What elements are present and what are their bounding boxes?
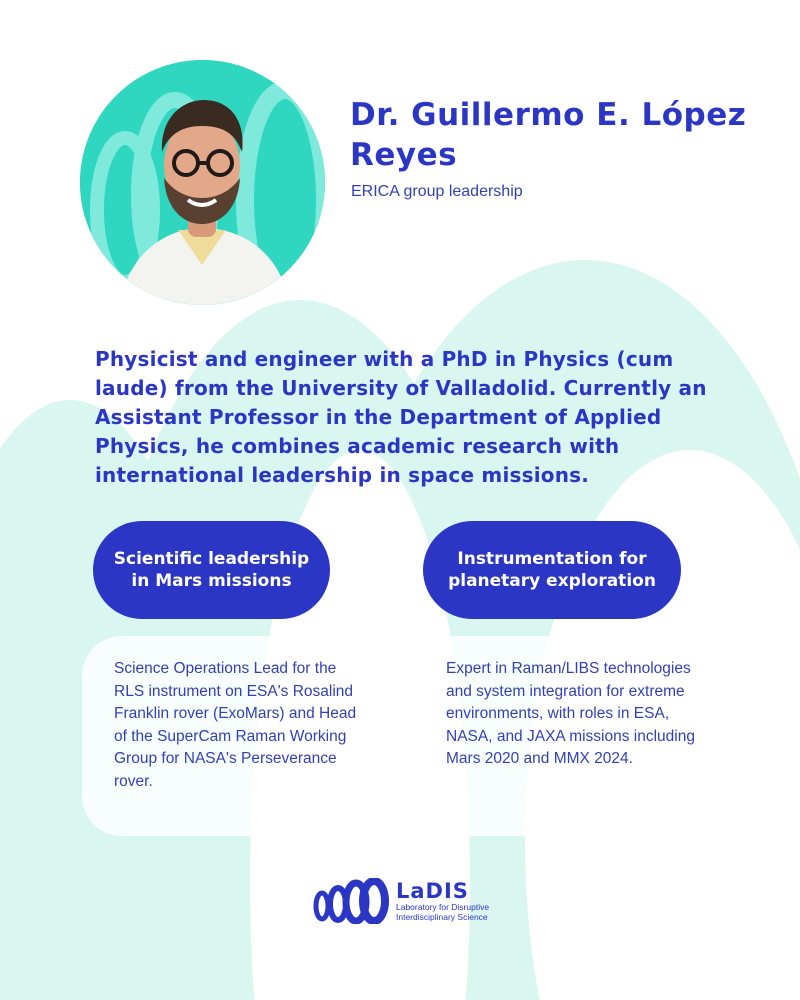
- profile-photo: [80, 60, 325, 305]
- ladis-logo-mark-icon: [308, 878, 390, 924]
- logo-name: LaDIS: [396, 879, 469, 903]
- ladis-logo: [308, 878, 489, 924]
- highlight-title-instrumentation: Instrumentation for planetary exploration: [423, 521, 681, 619]
- highlight-description-mars-leadership: Science Operations Lead for the RLS instrument on ESA's Rosalind Franklin rover (ExoMars) and Head of the SuperCam Raman Working Group for NASA's Perseverance rover.: [82, 636, 387, 836]
- person-portrait-icon: [80, 60, 325, 305]
- highlight-description-instrumentation: Expert in Raman/LIBS technologies and system integration for extreme environments, with roles in ESA, NASA, and JAXA missions including Mars 2020 and MMX 2024.: [414, 636, 719, 836]
- person-role: ERICA group leadership: [351, 183, 523, 200]
- person-name: Dr. Guillermo E. López Reyes: [350, 97, 747, 173]
- bio-paragraph: Physicist and engineer with a PhD in Physics (cum laude) from the University of Valladolid. Currently an Assistant Professor in the Department of Applied Physics, he combines academic research with international leadership in space missions.: [95, 347, 707, 487]
- highlight-title-mars-leadership: Scientific leadership in Mars missions: [93, 521, 330, 619]
- logo-tagline-line2: Interdisciplinary Science: [396, 912, 488, 922]
- logo-tagline-line1: Laboratory for Disruptive: [396, 902, 490, 912]
